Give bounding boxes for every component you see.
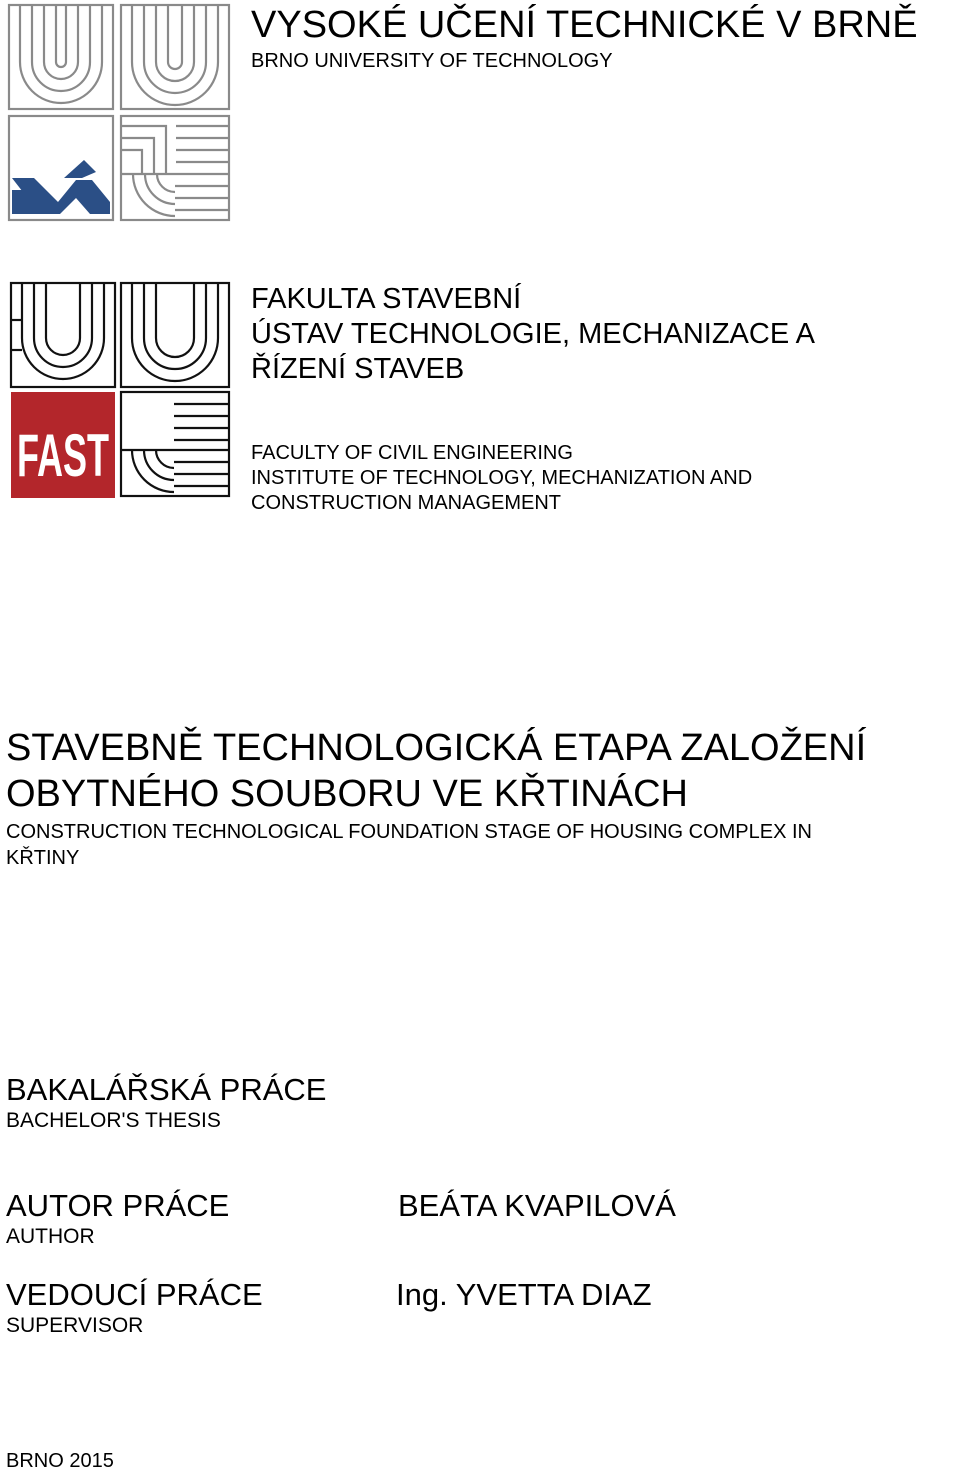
author-label-cz: AUTOR PRÁCE [6, 1188, 230, 1223]
university-name-cz: VYSOKÉ UČENÍ TECHNICKÉ V BRNĚ [251, 4, 918, 46]
faculty-name-en: FACULTY OF CIVIL ENGINEERING [251, 442, 573, 464]
supervisor-label-cz: VEDOUCÍ PRÁCE [6, 1277, 263, 1312]
institute-name-cz-line1: ÚSTAV TECHNOLOGIE, MECHANIZACE A [251, 318, 815, 350]
author-label-en: AUTHOR [6, 1225, 95, 1248]
thesis-title-cz-line2: OBYTNÉHO SOUBORU VE KŘTINÁCH [6, 773, 688, 815]
author-name: BEÁTA KVAPILOVÁ [398, 1188, 676, 1223]
thesis-title-en-line2: KŘTINY [6, 847, 80, 869]
thesis-type-cz: BAKALÁŘSKÁ PRÁCE [6, 1072, 327, 1107]
thesis-type-en: BACHELOR'S THESIS [6, 1109, 221, 1132]
thesis-title-cz-line1: STAVEBNĚ TECHNOLOGICKÁ ETAPA ZALOŽENÍ [6, 727, 867, 769]
institute-name-cz-line2: ŘÍZENÍ STAVEB [251, 353, 465, 385]
place-year: BRNO 2015 [6, 1450, 114, 1472]
supervisor-label-en: SUPERVISOR [6, 1314, 144, 1337]
supervisor-name: Ing. YVETTA DIAZ [396, 1277, 652, 1312]
thesis-title-en-line1: CONSTRUCTION TECHNOLOGICAL FOUNDATION STAGE OF HOUSING COMPLEX IN [6, 821, 812, 843]
faculty-name-cz: FAKULTA STAVEBNÍ [251, 283, 522, 315]
fast-faculty-logo [8, 280, 232, 500]
institute-name-en-line2: CONSTRUCTION MANAGEMENT [251, 492, 561, 514]
vut-logo [6, 2, 232, 224]
fast-logo-text: FAST [17, 422, 109, 489]
institute-name-en-line1: INSTITUTE OF TECHNOLOGY, MECHANIZATION AND [251, 467, 753, 489]
university-name-en: BRNO UNIVERSITY OF TECHNOLOGY [251, 50, 613, 72]
